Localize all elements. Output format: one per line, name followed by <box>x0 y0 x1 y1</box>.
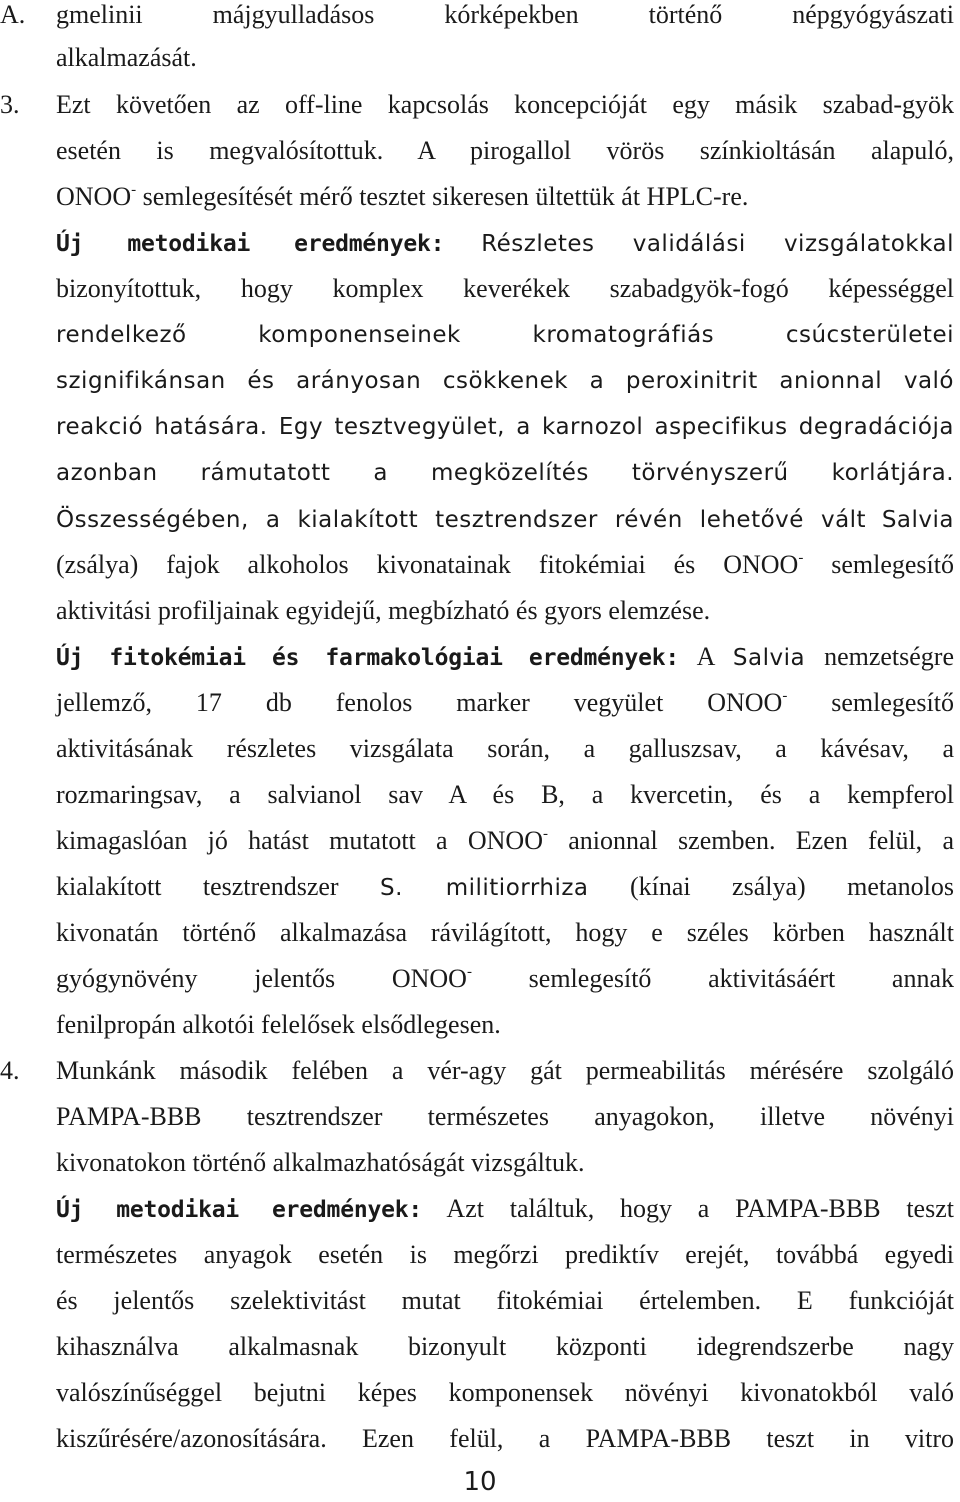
text-line <box>56 1194 954 1225</box>
text-line: fenilpropán alkotói felelősek elsődlegesen. <box>56 1010 501 1039</box>
text-line: Munkánk második felében a vér-agy gát permeabilitás mérésére szolgáló <box>56 1056 954 1085</box>
list-marker: 3. <box>0 90 20 119</box>
text-fragment: semlegesítő <box>831 550 955 579</box>
text-line: azonban rámutatott a megközelítés törvényszerű korlátjára. <box>56 460 954 486</box>
text-line: rendelkező komponenseinek kromatográfiás csúcsterületei <box>56 322 954 348</box>
section-heading: Új metodikai eredmények: <box>56 1197 423 1223</box>
text-fragment: Részletes validálási vizsgálatokkal <box>481 231 954 257</box>
text-line <box>56 504 954 535</box>
text-line: reakció hatására. Egy tesztvegyület, a karnozol aspecifikus degradációja <box>56 414 954 440</box>
text-line: kivonatokon történő alkalmazhatóságát vizsgáltuk. <box>56 1148 585 1177</box>
text-line: kihasználva alkalmasnak bizonyult központi idegrendszerbe nagy <box>56 1332 954 1361</box>
species-name: S. militiorrhiza <box>380 875 589 901</box>
text-line: Ezt követően az off-line kapcsolás koncepcióját egy másik szabad-gyök <box>56 90 954 119</box>
text-line: kivonatán történő alkalmazása rávilágított, hogy e széles körben használt <box>56 918 954 947</box>
text-fragment: A <box>696 642 714 671</box>
text-line <box>56 550 954 580</box>
text-fragment: semlegesítő <box>831 688 954 717</box>
genus-name: Salvia <box>732 645 806 671</box>
text-fragment: kialakított tesztrendszer <box>56 872 339 901</box>
chemical-formula: ONOO <box>56 182 132 211</box>
text-line: természetes anyagok esetén is megőrzi prediktív erejét, továbbá egyedi <box>56 1240 954 1269</box>
list-marker: A. <box>0 0 26 29</box>
text-fragment: Összességében, a kialakított tesztrendszer révén lehetővé vált <box>56 507 867 533</box>
text-line: aktivitásának részletes vizsgálata során, a galluszsav, a kávésav, a <box>56 734 954 763</box>
text-line <box>56 872 954 903</box>
text-line: gmelinii májgyulladásos kórképekben történő népgyógyászati <box>56 0 954 29</box>
list-marker: 4. <box>0 1056 20 1085</box>
text-line: esetén is megvalósítottuk. A pirogallol vörös színkioltásán alapuló, <box>56 136 954 165</box>
superscript: - <box>131 182 137 198</box>
text-fragment: (kínai zsálya) metanolos <box>629 872 954 901</box>
text-line: rozmaringsav, a salvianol sav A és B, a kvercetin, és a kempferol <box>56 780 954 809</box>
text-line <box>56 228 954 259</box>
section-heading: Új fitokémiai és farmakológiai eredmények: <box>56 645 680 671</box>
text-line <box>56 826 954 856</box>
text-fragment: semlegesítő aktivitásáért annak <box>528 964 954 993</box>
text-fragment: (zsálya) fajok alkoholos kivonatainak fitokémiai és ONOO <box>56 550 799 579</box>
text-line <box>56 964 954 994</box>
text-fragment: gyógynövény jelentős ONOO <box>56 964 467 993</box>
text-line: valószínűséggel bejutni képes komponensek növényi kivonatokból való <box>56 1378 954 1407</box>
text-fragment: nemzetségre <box>824 642 955 671</box>
text-line: kiszűrésére/azonosítására. Ezen felül, a PAMPA-BBB teszt in vitro <box>56 1424 954 1453</box>
text-line: és jelentős szelektivitást mutat fitokémiai értelemben. E funkcióját <box>56 1286 954 1315</box>
text-line: szignifikánsan és arányosan csökkenek a peroxinitrit anionnal való <box>56 368 954 394</box>
superscript: - <box>542 826 548 842</box>
text-line: aktivitási profiljainak egyidejű, megbízható és gyors elemzése. <box>56 596 711 625</box>
text-fragment: jellemző, 17 db fenolos marker vegyület ONOO <box>56 688 783 717</box>
text-fragment: kimagaslóan jó hatást mutatott a ONOO <box>56 826 543 855</box>
text-fragment: Azt találtuk, hogy a PAMPA-BBB teszt <box>446 1194 954 1223</box>
section-heading: Új metodikai eredmények: <box>56 231 445 257</box>
text-line: PAMPA-BBB tesztrendszer természetes anyagokon, illetve növényi <box>56 1102 954 1131</box>
text-line <box>56 642 954 673</box>
superscript: - <box>798 550 804 566</box>
text-line: alkalmazását. <box>56 43 197 72</box>
superscript: - <box>782 688 788 704</box>
text-line: bizonyítottuk, hogy komplex keverékek szabadgyök-fogó képességgel <box>56 274 954 303</box>
superscript: - <box>466 964 472 980</box>
text-line <box>56 688 954 718</box>
text-line <box>56 182 954 212</box>
genus-name: Salvia <box>881 507 954 533</box>
page-number: 10 <box>463 1467 497 1497</box>
text-fragment: semlegesítését mérő tesztet sikeresen ültettük át HPLC-re. <box>142 182 749 211</box>
text-fragment: anionnal szemben. Ezen felül, a <box>568 826 954 855</box>
